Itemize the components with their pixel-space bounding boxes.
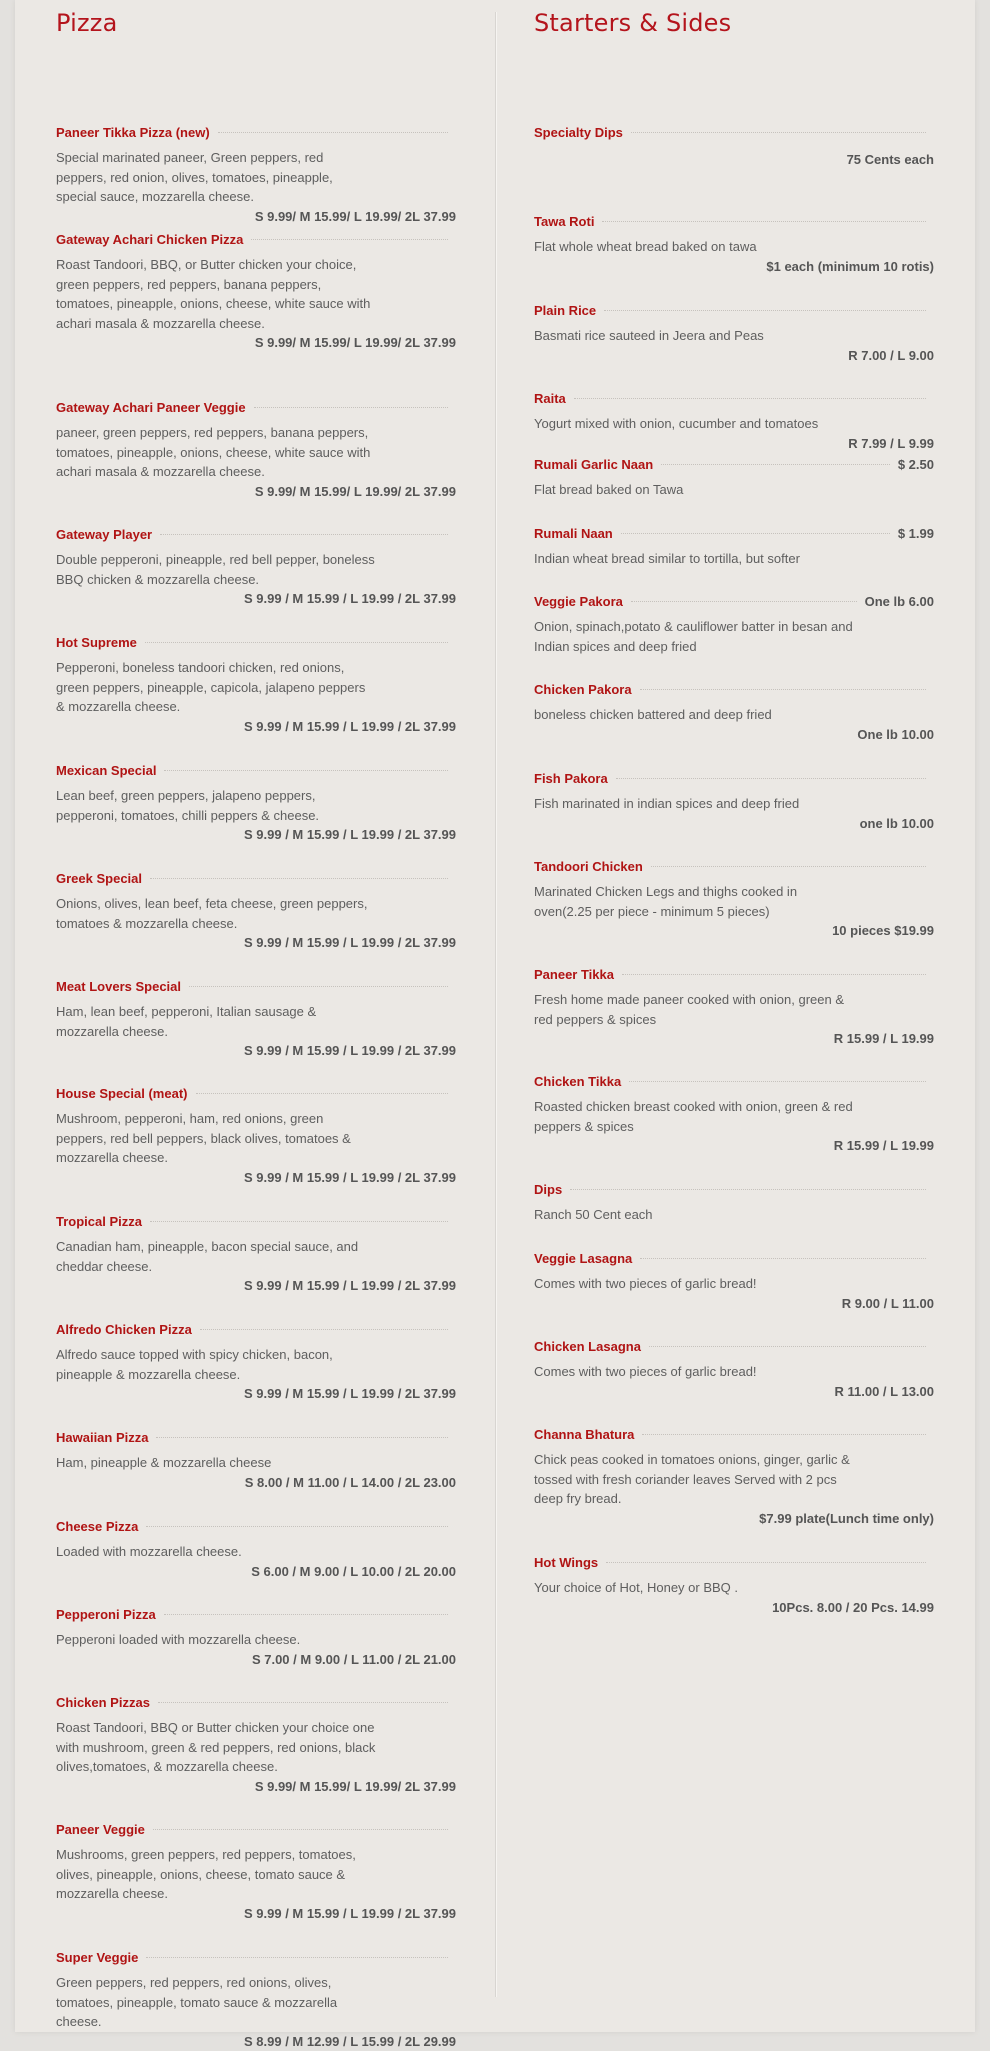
menu-item-description: Basmati rice sauteed in Jeera and Peas [534, 328, 764, 343]
menu-item-name: Paneer Veggie [56, 1822, 145, 1837]
menu-item-header [534, 967, 934, 982]
dotted-leader [218, 132, 448, 133]
menu-item [56, 979, 456, 1060]
starters-section [534, 0, 934, 1615]
menu-item-price: S 8.99 / M 12.99 / L 15.99 / 2L 29.99 [244, 2033, 456, 2049]
menu-item-name: Rumali Naan [534, 526, 613, 541]
menu-item [56, 1822, 456, 1923]
dotted-leader [602, 221, 926, 222]
menu-item [534, 391, 934, 453]
dotted-leader [254, 407, 448, 408]
menu-item-description: Fresh home made paneer cooked with onion, green & red peppers & spices [534, 992, 845, 1027]
menu-item-name: Gateway Achari Chicken Pizza [56, 232, 244, 247]
dotted-leader [145, 642, 448, 643]
menu-item-description: Comes with two pieces of garlic bread! [534, 1276, 757, 1291]
menu-item [534, 1427, 934, 1528]
menu-item-description: Yogurt mixed with onion, cucumber and tomatoes [534, 416, 819, 431]
menu-item-description: Ham, pineapple & mozzarella cheese [56, 1455, 272, 1470]
dotted-leader [570, 1189, 926, 1190]
menu-item-name: Greek Special [56, 871, 142, 886]
menu-item-description: Chick peas cooked in tomatoes onions, ginger, garlic & tossed with fresh coriander leaves Served with 2 pcs deep fry bread. [534, 1452, 850, 1506]
menu-item-name: Hot Wings [534, 1555, 599, 1570]
menu-item-name: Plain Rice [534, 303, 597, 318]
menu-item-inline-price: One lb 6.00 [864, 594, 934, 609]
menu-item [56, 400, 456, 501]
menu-item [56, 1695, 456, 1796]
menu-item-price: one lb 10.00 [859, 815, 934, 831]
menu-item-price: R 9.00 / L 11.00 [841, 1295, 934, 1311]
menu-item-description: boneless chicken battered and deep fried [534, 707, 772, 722]
menu-item-name: Tropical Pizza [56, 1214, 142, 1229]
menu-item-header [534, 526, 934, 541]
menu-item [56, 1607, 456, 1669]
menu-item-price: R 7.99 / L 9.99 [848, 435, 934, 451]
menu-item-name: Alfredo Chicken Pizza [56, 1322, 192, 1337]
menu-item-price: S 9.99/ M 15.99/ L 19.99/ 2L 37.99 [254, 335, 456, 350]
menu-item-header [56, 527, 456, 542]
menu-item-name: Raita [534, 391, 566, 406]
menu-item-name: Tawa Roti [534, 214, 595, 229]
menu-item-price: R 11.00 / L 13.00 [834, 1383, 934, 1399]
dotted-leader [196, 1093, 449, 1094]
menu-item-header [534, 391, 934, 406]
menu-item-name: Gateway Achari Paneer Veggie [56, 400, 246, 415]
menu-item-name: Channa Bhatura [534, 1427, 635, 1442]
menu-item-description: Ranch 50 Cent each [534, 1207, 653, 1222]
menu-item-price: $1 each (minimum 10 rotis) [766, 258, 934, 274]
dotted-leader [200, 1329, 448, 1330]
menu-item [534, 1074, 934, 1155]
menu-item-header [56, 1430, 456, 1445]
menu-item-header [534, 214, 934, 229]
menu-item-price: S 9.99 / M 15.99 / L 19.99 / 2L 37.99 [244, 1278, 456, 1293]
menu-item-name: Gateway Player [56, 527, 153, 542]
menu-item [534, 1251, 934, 1313]
menu-item-name: Hawaiian Pizza [56, 1430, 149, 1445]
menu-item-header [56, 1322, 456, 1337]
menu-item-header [56, 1607, 456, 1622]
menu-item [56, 763, 456, 844]
menu-item-header [56, 125, 456, 140]
menu-item [534, 1182, 934, 1225]
menu-item-name: Chicken Tikka [534, 1074, 622, 1089]
menu-item-name: Chicken Pizzas [56, 1695, 150, 1710]
menu-item-header [56, 1086, 456, 1101]
menu-item-name: Chicken Pakora [534, 682, 632, 697]
menu-item-header [56, 1519, 456, 1534]
menu-item-description: Roasted chicken breast cooked with onion, green & red peppers & spices [534, 1099, 853, 1134]
dotted-leader [631, 132, 926, 133]
dotted-leader [629, 1081, 926, 1082]
dotted-leader [604, 310, 926, 311]
menu-item [534, 125, 934, 169]
menu-item-price: S 9.99/ M 15.99/ L 19.99/ 2L 37.99 [254, 483, 456, 499]
menu-item-price: R 15.99 / L 19.99 [833, 1031, 934, 1046]
menu-item-header [534, 457, 934, 472]
menu-item-description: Double pepperoni, pineapple, red bell pepper, boneless BBQ chicken & mozzarella cheese. [56, 552, 375, 587]
menu-item-description: Marinated Chicken Legs and thighs cooked in oven(2.25 per piece - minimum 5 pieces) [534, 884, 798, 919]
dotted-leader [146, 1957, 448, 1958]
menu-item-header [56, 232, 456, 247]
menu-item-description: Pepperoni loaded with mozzarella cheese. [56, 1632, 301, 1647]
dotted-leader [150, 878, 448, 879]
menu-item [56, 527, 456, 608]
menu-item-name: Veggie Pakora [534, 594, 623, 609]
dotted-leader [158, 1702, 448, 1703]
menu-item-price: S 6.00 / M 9.00 / L 10.00 / 2L 20.00 [251, 1563, 456, 1579]
menu-item-price: 75 Cents each [846, 152, 934, 167]
dotted-leader [189, 986, 448, 987]
menu-item-description: Mushrooms, green peppers, red peppers, tomatoes, olives, pineapple, onions, cheese, tomato sauce & mozzarella cheese. [56, 1847, 356, 1901]
menu-item-price: R 7.00 / L 9.00 [848, 347, 934, 363]
menu-item-header [534, 682, 934, 697]
menu-item-name: Chicken Lasagna [534, 1339, 641, 1354]
menu-item-price: S 8.00 / M 11.00 / L 14.00 / 2L 23.00 [244, 1474, 456, 1490]
menu-item-name: Paneer Tikka [534, 967, 614, 982]
menu-item-description: Indian wheat bread similar to tortilla, but softer [534, 551, 800, 566]
menu-item-price: S 9.99 / M 15.99 / L 19.99 / 2L 37.99 [244, 1386, 456, 1401]
menu-item-header [56, 1695, 456, 1710]
menu-item-price: S 9.99 / M 15.99 / L 19.99 / 2L 37.99 [244, 935, 456, 950]
menu-item-description: Your choice of Hot, Honey or BBQ . [534, 1580, 739, 1595]
menu-item [56, 1086, 456, 1187]
menu-item-price: S 9.99 / M 15.99 / L 19.99 / 2L 37.99 [244, 1043, 456, 1058]
menu-item-name: Specialty Dips [534, 125, 623, 140]
menu-item-description: Roast Tandoori, BBQ or Butter chicken your choice one with mushroom, green & red peppers, red onions, black olives,tomatoes, & mozzarella cheese. [56, 1720, 376, 1774]
menu-item-price: One lb 10.00 [857, 726, 934, 742]
menu-item [56, 1519, 456, 1581]
menu-item [56, 1950, 456, 2051]
menu-item-description: Comes with two pieces of garlic bread! [534, 1364, 757, 1379]
dotted-leader [631, 601, 857, 602]
menu-item-description: Mushroom, pepperoni, ham, red onions, green peppers, red bell peppers, black olives, tomatoes & mozzarella cheese. [56, 1111, 351, 1165]
menu-item-description: Onion, spinach,potato & cauliflower batter in besan and Indian spices and deep fried [534, 619, 853, 654]
dotted-leader [156, 1437, 448, 1438]
menu-item [534, 771, 934, 833]
dotted-leader [642, 1434, 926, 1435]
column-divider [495, 12, 496, 1997]
menu-item-description: Loaded with mozzarella cheese. [56, 1544, 242, 1559]
menu-item [534, 457, 934, 500]
menu-item-header [534, 1182, 934, 1197]
dotted-leader [164, 770, 448, 771]
menu-item-header [56, 1214, 456, 1229]
menu-item [56, 125, 456, 226]
dotted-leader [640, 1258, 926, 1259]
menu-item-name: Cheese Pizza [56, 1519, 139, 1534]
menu-item [534, 214, 934, 276]
menu-item-name: Rumali Garlic Naan [534, 457, 654, 472]
menu-item-header [56, 400, 456, 415]
menu-item-description: Roast Tandoori, BBQ, or Butter chicken your choice, green peppers, red peppers, banana peppers, tomatoes, pineapple, onions, cheese, white sauce with achari masala & mozzarella cheese. [56, 257, 371, 331]
menu-item-name: Fish Pakora [534, 771, 608, 786]
dotted-leader [150, 1221, 448, 1222]
menu-item-description: Flat whole wheat bread baked on tawa [534, 239, 757, 254]
menu-item-price: S 9.99 / M 15.99 / L 19.99 / 2L 37.99 [244, 1169, 456, 1185]
menu-item [534, 859, 934, 940]
menu-item-description: paneer, green peppers, red peppers, banana peppers, tomatoes, pineapple, onions, cheese, white sauce with achari masala & mozzarella cheese. [56, 425, 371, 479]
menu-item-description: Ham, lean beef, pepperoni, Italian sausage & mozzarella cheese. [56, 1004, 317, 1039]
dotted-leader [616, 778, 926, 779]
menu-item [534, 967, 934, 1048]
dotted-leader [651, 866, 926, 867]
menu-item-price: R 15.99 / L 19.99 [833, 1138, 934, 1153]
menu-item [56, 1214, 456, 1295]
menu-item-header [534, 1339, 934, 1354]
menu-item-header [534, 1555, 934, 1570]
menu-item-header [534, 1074, 934, 1089]
dotted-leader [164, 1614, 448, 1615]
menu-item [534, 682, 934, 744]
dotted-leader [621, 533, 890, 534]
menu-item [56, 871, 456, 952]
menu-item-price: S 7.00 / M 9.00 / L 11.00 / 2L 21.00 [251, 1651, 456, 1667]
menu-item-header [56, 1950, 456, 1965]
menu-item-header [534, 125, 934, 140]
dotted-leader [146, 1526, 448, 1527]
dotted-leader [606, 1562, 926, 1563]
menu-item-description: Green peppers, red peppers, red onions, olives, tomatoes, pineapple, tomato sauce & mozzarella cheese. [56, 1975, 338, 2029]
menu-item-header [534, 859, 934, 874]
menu-item-name: Super Veggie [56, 1950, 139, 1965]
dotted-leader [622, 974, 926, 975]
menu-page [15, 0, 975, 2049]
dotted-leader [640, 689, 926, 690]
menu-item [56, 1322, 456, 1403]
menu-item-header [56, 635, 456, 650]
menu-item-name: Veggie Lasagna [534, 1251, 633, 1266]
menu-item-header [56, 763, 456, 778]
menu-item-description: Lean beef, green peppers, jalapeno peppers, pepperoni, tomatoes, chilli peppers & cheese. [56, 788, 320, 823]
dotted-leader [574, 398, 926, 399]
menu-item-header [534, 303, 934, 318]
menu-item [56, 635, 456, 736]
menu-item [56, 1430, 456, 1492]
menu-item-name: House Special (meat) [56, 1086, 188, 1101]
menu-item-description: Pepperoni, boneless tandoori chicken, red onions, green peppers, pineapple, capicola, jalapeno peppers & mozzarella cheese. [56, 660, 366, 714]
menu-item-price: S 9.99 / M 15.99 / L 19.99 / 2L 37.99 [244, 1905, 456, 1921]
menu-item-name: Tandoori Chicken [534, 859, 643, 874]
menu-item-description: Canadian ham, pineapple, bacon special sauce, and cheddar cheese. [56, 1239, 359, 1274]
dotted-leader [160, 534, 448, 535]
menu-item-name: Mexican Special [56, 763, 157, 778]
menu-item [534, 1555, 934, 1617]
menu-item-header [56, 1822, 456, 1837]
menu-item-header [534, 594, 934, 609]
menu-item-price: S 9.99/ M 15.99/ L 19.99/ 2L 37.99 [254, 208, 456, 224]
pizza-heading: Pizza [56, 9, 118, 37]
menu-item-description: Fish marinated in indian spices and deep fried [534, 796, 800, 811]
pizza-section [56, 0, 456, 2049]
menu-item-price: S 9.99 / M 15.99 / L 19.99 / 2L 37.99 [244, 827, 456, 842]
menu-item-price: 10 pieces $19.99 [832, 923, 934, 938]
menu-item-name: Meat Lovers Special [56, 979, 181, 994]
menu-item-price: S 9.99 / M 15.99 / L 19.99 / 2L 37.99 [244, 591, 456, 606]
menu-item-name: Dips [534, 1182, 563, 1197]
menu-item-description: Flat bread baked on Tawa [534, 482, 684, 497]
starters-heading: Starters & Sides [534, 9, 732, 37]
menu-item-header [534, 1251, 934, 1266]
menu-item-price: S 9.99/ M 15.99/ L 19.99/ 2L 37.99 [254, 1778, 456, 1794]
dotted-leader [251, 239, 448, 240]
dotted-leader [661, 464, 890, 465]
menu-item-header [56, 979, 456, 994]
menu-item-name: Hot Supreme [56, 635, 137, 650]
menu-item-header [534, 771, 934, 786]
menu-item-description: Alfredo sauce topped with spicy chicken, bacon, pineapple & mozzarella cheese. [56, 1347, 333, 1382]
menu-item-price: S 9.99 / M 15.99 / L 19.99 / 2L 37.99 [244, 718, 456, 734]
menu-item-name: Paneer Tikka Pizza (new) [56, 125, 210, 140]
menu-item-inline-price: $ 2.50 [897, 457, 934, 472]
dotted-leader [153, 1829, 448, 1830]
menu-item-price: $7.99 plate(Lunch time only) [759, 1510, 934, 1526]
menu-item-header [56, 871, 456, 886]
menu-item [534, 303, 934, 365]
dotted-leader [649, 1346, 926, 1347]
menu-item [534, 1339, 934, 1401]
menu-item-header [534, 1427, 934, 1442]
menu-item-price: 10Pcs. 8.00 / 20 Pcs. 14.99 [772, 1599, 934, 1615]
menu-item [534, 594, 934, 656]
menu-item [56, 232, 456, 352]
menu-item-name: Pepperoni Pizza [56, 1607, 156, 1622]
menu-item-inline-price: $ 1.99 [897, 526, 934, 541]
menu-item-description: Onions, olives, lean beef, feta cheese, green peppers, tomatoes & mozzarella cheese. [56, 896, 368, 931]
menu-item-description: Special marinated paneer, Green peppers, red peppers, red onion, olives, tomatoes, pineapple, special sauce, mozzarella cheese. [56, 150, 333, 204]
menu-item [534, 526, 934, 569]
